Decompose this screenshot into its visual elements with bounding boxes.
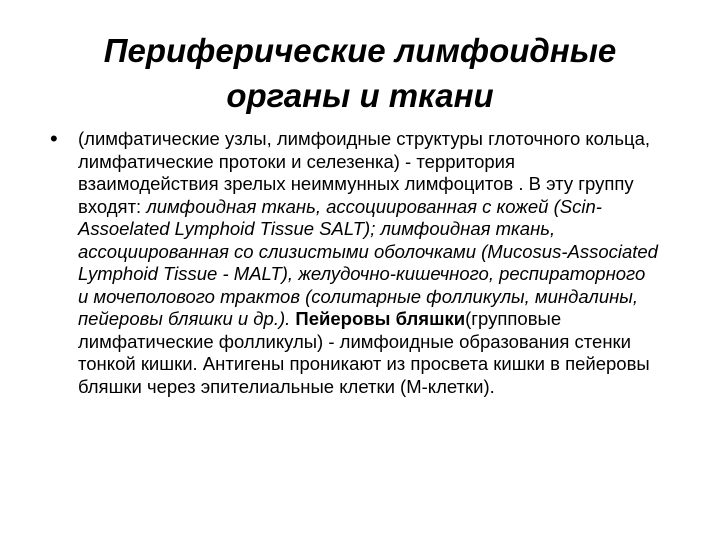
paragraph-text-bold-term: Пейеровы бляшки xyxy=(295,308,466,329)
bullet-paragraph xyxy=(78,128,658,398)
slide-title-line-2: органы и ткани xyxy=(226,77,494,114)
bullet-icon: • xyxy=(50,126,58,151)
paragraph-text-intro: (лимфатические узлы, лимфоидные структуры глоточного кольца, лимфатические протоки и селезенка) - территория взаимодействия зрелых неиммунных лимфоцитов . В эту группу входят: xyxy=(78,128,651,217)
slide-title-line-1: Периферические лимфоидные xyxy=(103,32,617,69)
paragraph-text-conclusion: (групповые лимфатические фолликулы) - лимфоидные образования стенки тонкой кишки. Антигены проникают из просвета кишки в пейеровы бляшки через эпителиальные клетки (М-клетки). xyxy=(78,308,650,397)
paragraph-text-italic: лимфоидная ткань, ассоциированная с кожей (Scin-Assoelated Lymphoid Tissue SALT); лимфоидная ткань, ассоциированная со слизистыми оболочками (Mucosus-Associated Lymphoid Tissue - MALT), желудочно-кишечного, респираторного и мочеполового трактов (солитарные фолликулы, миндалины, пейеровы бляшки и др.). xyxy=(78,195,658,329)
slide-title xyxy=(36,28,684,118)
bullet-list-item xyxy=(50,126,658,398)
